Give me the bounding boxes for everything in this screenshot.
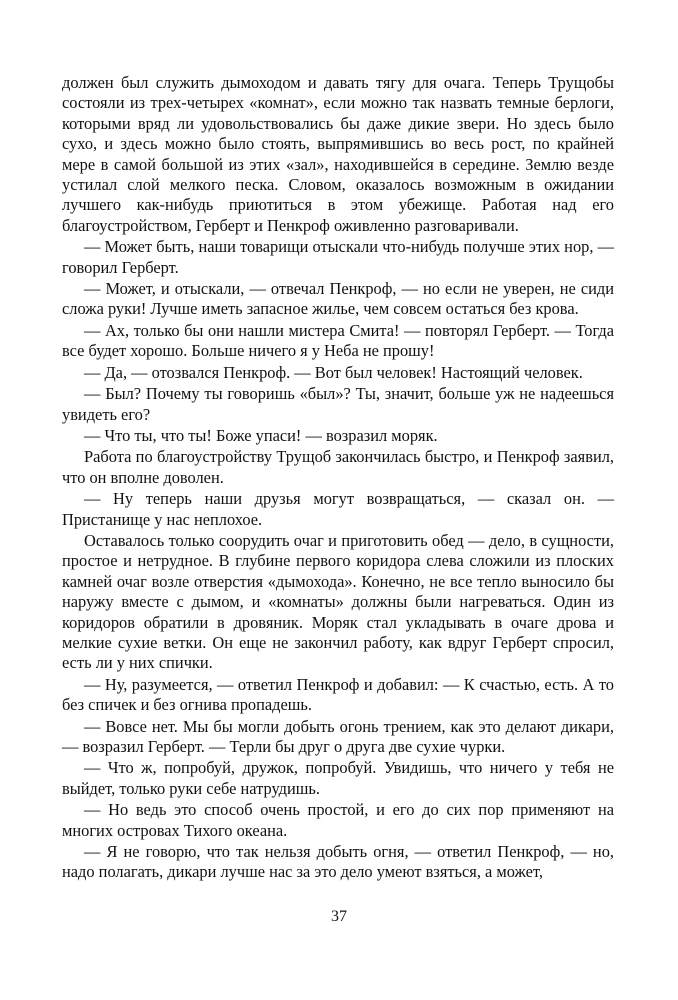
paragraph-11: — Ну, разумеется, — ответил Пенкроф и добавил: — К счастью, есть. А то без спичек и без огнива пропадешь. [62, 674, 614, 715]
paragraph-12: — Вовсе нет. Мы бы могли добыть огонь трением, как это делают дикари, — возразил Герберт. — Терли бы друг о друга две сухие чурки. [62, 716, 614, 756]
paragraph-4: — Ах, только бы они нашли мистера Смита! — повторял Герберт. — Тогда все будет хорошо. Больше ничего я у Неба не прошу! [62, 320, 614, 361]
paragraph-13: — Что ж, попробуй, дружок, попробуй. Увидишь, что ничего у тебя не выйдет, только руки себе натрудишь. [62, 758, 614, 798]
paragraph-15: — Я не говорю, что так нельзя добыть огня, — ответил Пенкроф, — но, надо полагать, дикари лучше нас за это дело умеют взяться, а может, [62, 842, 614, 882]
paragraph-5: — Да, — отозвался Пенкроф. — Вот был человек! Настоящий человек. [84, 362, 583, 382]
paragraph-8: Работа по благоустройству Трущоб закончилась быстро, и Пенкроф заявил, что он вполне доволен. [62, 447, 614, 487]
paragraph-14: — Но ведь это способ очень простой, и его до сих пор применяют на многих островах Тихого океана. [62, 800, 614, 840]
paragraph-2: — Может быть, наши товарищи отыскали что-нибудь получше этих нор, — говорил Герберт. [62, 237, 614, 277]
paragraph-7: — Что ты, что ты! Боже упаси! — возразил моряк. [84, 425, 438, 445]
paragraph-1: должен был служить дымоходом и давать тягу для очага. Теперь Трущобы состояли из трех-четырех «комнат», если можно так назвать темные берлоги, которыми вряд ли удовольствовались бы даже дикие звери. Но здесь было сухо, и здесь можно было стоять, выпрямившись во весь рост, по крайней мере в самой большой из этих «зал», находившейся в середине. Землю везде устилал слой мелкого песка. Словом, оказалось возможным в ожидании лучшего как-нибудь приютиться в этом убежище. Работая над его благоустройством, Герберт и Пенкроф оживленно разговаривали. [62, 73, 614, 235]
page-number: 37 [331, 908, 347, 925]
paragraph-3: — Может, и отыскали, — отвечал Пенкроф, — но если не уверен, не сиди сложа руки! Лучше иметь запасное жилье, чем совсем остаться без крова. [62, 279, 614, 319]
paragraph-10: Оставалось только соорудить очаг и приготовить обед — дело, в сущности, простое и нетрудное. В глубине первого коридора слева сложили из плоских камней очаг возле отверстия «дымохода». Конечно, не все тепло выносило бы наружу вместе с дымом, и «комнаты» должны были нагреваться. Один из коридоров обратили в дровяник. Моряк стал укладывать в очаге дрова и мелкие сухие ветки. Он еще не закончил работу, как вдруг Герберт спросил, есть ли у них спички. [62, 530, 614, 673]
page-text [62, 73, 614, 884]
paragraph-6: — Был? Почему ты говоришь «был»? Ты, значит, больше уж не надеешься увидеть его? [62, 384, 614, 424]
paragraph-9: — Ну теперь наши друзья могут возвращаться, — сказал он. — Пристанище у нас неплохое. [62, 489, 614, 529]
